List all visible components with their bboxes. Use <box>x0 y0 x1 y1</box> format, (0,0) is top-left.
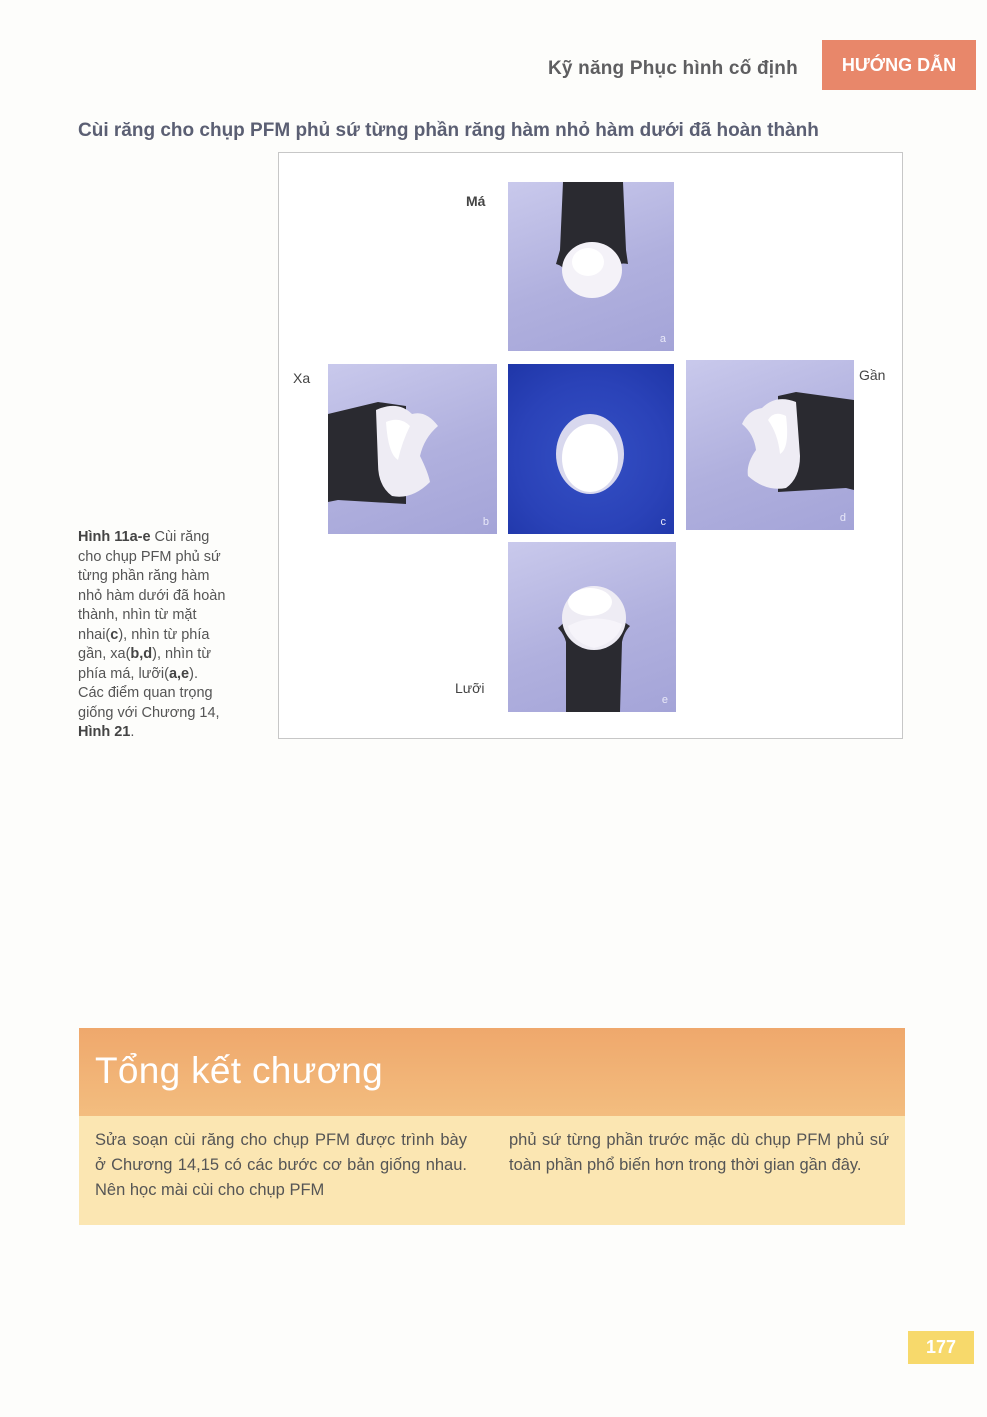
chapter-summary-column-2: phủ sứ từng phần trước mặc dù chụp PFM phủ sứ toàn phần phổ biến hơn trong thời gian gần đây. <box>509 1131 889 1174</box>
label-distal: Xa <box>293 370 311 386</box>
caption-line <box>78 626 250 646</box>
panel-letter-b: b <box>482 516 489 528</box>
caption-line <box>78 723 250 743</box>
caption-text: ). <box>189 665 198 682</box>
chapter-summary-header <box>79 1028 905 1116</box>
photo-panel-c <box>508 364 674 534</box>
chapter-summary-column-1: Sửa soạn cùi răng cho chụp PFM được trình bày ở Chương 14,15 có các bước cơ bản giống nhau. Nên học mài cùi cho chụp PFM <box>95 1131 467 1199</box>
photo-panel-a <box>508 182 674 351</box>
panel-letter-c: c <box>660 516 666 528</box>
caption-line <box>78 528 250 548</box>
caption-text: gần, xa( <box>78 646 131 662</box>
running-header-title: Kỹ năng Phục hình cố định <box>548 58 798 79</box>
caption-text: Cùi răng <box>150 529 210 545</box>
caption-text: ), nhìn từ phía <box>118 626 210 643</box>
caption-figure-ref: Hình 11a-e <box>78 529 151 545</box>
label-buccal: Má <box>466 193 486 209</box>
tooth-buccal-illustration <box>508 182 674 351</box>
caption-bold: a,e <box>168 665 190 682</box>
caption-line: giống với Chương 14, <box>78 704 220 721</box>
caption-line <box>78 665 250 685</box>
panel-letter-d: d <box>839 512 846 524</box>
tooth-lingual-illustration <box>508 542 676 712</box>
chapter-summary-title: Tổng kết chương <box>95 1050 384 1091</box>
tooth-mesial-illustration <box>686 360 854 530</box>
figure-caption <box>78 528 250 743</box>
section-heading: Cùi răng cho chụp PFM phủ sứ từng phần răng hàm nhỏ hàm dưới đã hoàn thành <box>78 120 819 141</box>
section-badge: HƯỚNG DẪN <box>822 40 976 90</box>
photo-panel-b <box>328 364 497 534</box>
caption-line <box>78 645 250 665</box>
caption-text: . <box>130 724 135 740</box>
caption-line: Các điểm quan trọng <box>78 685 213 701</box>
caption-line: thành, nhìn từ mặt <box>78 607 197 623</box>
panel-letter-a: a <box>659 333 666 345</box>
caption-line: cho chụp PFM phủ sứ <box>78 548 221 565</box>
tooth-occlusal-illustration <box>508 364 674 534</box>
caption-line: nhỏ hàm dưới đã hoàn <box>78 587 226 604</box>
photo-panel-e <box>508 542 676 712</box>
photo-panel-d <box>686 360 854 530</box>
label-lingual: Lưỡi <box>455 680 485 696</box>
caption-bold: b,d <box>130 646 153 662</box>
caption-bold: Hình 21 <box>78 724 131 740</box>
tooth-distal-illustration <box>328 364 497 534</box>
label-mesial: Gần <box>859 367 886 383</box>
caption-line: từng phần răng hàm <box>78 568 210 584</box>
chapter-summary-box <box>79 1028 905 1225</box>
caption-bold: c <box>110 626 119 643</box>
figure-frame <box>278 152 903 739</box>
caption-text: ), nhìn từ <box>152 646 212 662</box>
page-number: 177 <box>908 1331 974 1364</box>
caption-text: phía má, lưỡi( <box>78 665 169 682</box>
caption-text: nhai( <box>78 626 111 643</box>
panel-letter-e: e <box>661 694 668 706</box>
